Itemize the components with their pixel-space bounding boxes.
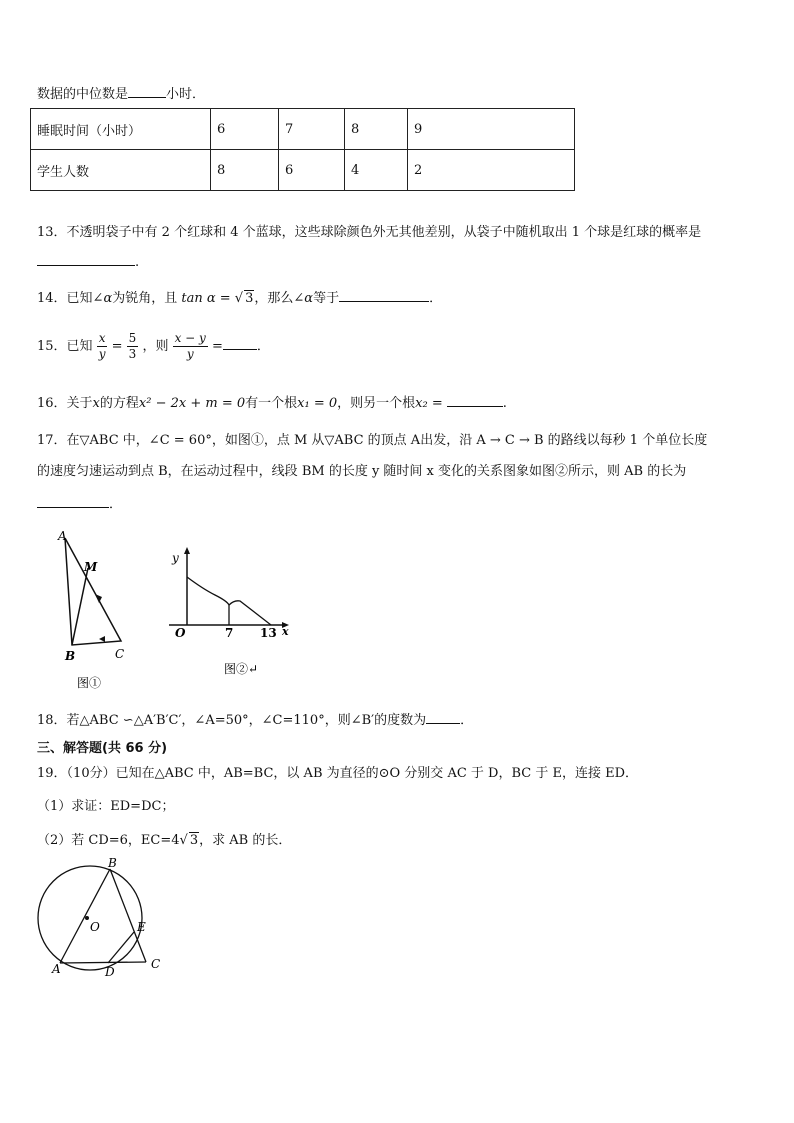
q14-mid: 为锐角，且: [112, 291, 178, 306]
axis-y-label: y: [172, 551, 179, 565]
table-cell: 9: [408, 109, 575, 150]
q16-equation: x² − 2x + m = 0: [138, 396, 246, 411]
question-17-answer: ．: [37, 493, 122, 512]
q13-tail: .: [135, 255, 140, 270]
origin-label: O: [175, 626, 186, 640]
tick-13-label: 13: [260, 626, 277, 640]
label-A: A: [52, 962, 61, 976]
axis-x-label: x: [282, 625, 289, 638]
table-cell: 8: [211, 150, 279, 191]
table-row: [31, 109, 575, 150]
question-16: 16．关于x的方程x² − 2x + m = 0有一个根x₁ = 0，则另一个根x₂ = .: [37, 396, 507, 411]
label-E: E: [137, 920, 146, 934]
table-cell: 8: [345, 109, 408, 150]
figure-1-caption: 图①: [77, 676, 102, 690]
tick-7-label: 7: [225, 626, 234, 640]
fraction-x-minus-y-over-y: $\frac{x - y}{y}$: [174, 331, 206, 361]
q14-angle: ∠α: [92, 291, 113, 306]
figure-3-circle: [30, 855, 170, 983]
label-O: O: [90, 920, 100, 934]
question-17-line1: 17．在▽ABC 中，∠C = 60°，如图①，点 M 从▽ABC 的顶点 A出发，沿 A → C → B 的路线以每秒 1 个单位长度: [37, 433, 708, 448]
table-cell: 2: [408, 150, 575, 191]
question-19: 19．（10分）已知在△ABC 中，AB=BC，以 AB 为直径的⊙O 分别交 AC 于 D，BC 于 E，连接 ED．: [37, 766, 639, 781]
q14-sqrt: 3: [245, 291, 254, 306]
fraction-5-over-3: $\frac{5}{3}$: [128, 331, 137, 361]
question-15: 15．已知 $\frac{x}{y}$ = $\frac{5}{3}$ ，则 $\frac{x - y}{y}$ = ．: [37, 331, 270, 361]
table-cell: 睡眠时间（小时）: [31, 109, 211, 150]
question-14: 14．已知∠α为锐角，且 tan α = √ 3，那么∠α等于 ．: [37, 291, 443, 306]
q15-prefix: 15．已知: [37, 339, 93, 354]
figure-1-triangle: [55, 528, 135, 693]
q14-angle2: ∠α: [293, 291, 314, 306]
q14-tan: tan α =: [181, 291, 235, 306]
figure-2-caption: 图②↵: [224, 662, 259, 676]
label-M: M: [84, 560, 98, 574]
answer-blank: [128, 85, 166, 98]
question-13-answer: [37, 253, 139, 270]
question-13: [37, 221, 701, 240]
answer-blank: [37, 495, 109, 508]
table-cell: 4: [345, 150, 408, 191]
label-C: C: [151, 957, 161, 971]
section-heading: 三、解答题(共 66 分): [37, 741, 168, 756]
figure-2-graph: [165, 545, 300, 680]
question-18: 18．若△ABC ∽△A′B′C′，∠A=50°，∠C=110°，则∠B′的度数为 ．: [37, 713, 474, 728]
question-19-part-1: （1）求证：ED=DC；: [37, 799, 175, 814]
intro-tail: 小时．: [166, 87, 206, 102]
q14-prefix: 14．已知: [37, 291, 93, 306]
q15-tail: ．: [256, 339, 270, 354]
question-19-part-2: （2）若 CD=6，EC=4√ 3，求 AB 的长．: [37, 833, 292, 848]
answer-blank: [447, 394, 503, 407]
q13-text: 13．不透明袋子中有 2 个红球和 4 个蓝球，这些球除颜色外无其他差别，从袋子中随机取出 1 个球是红球的概率是: [37, 225, 702, 240]
intro-text: 数据的中位数是: [37, 87, 129, 102]
q14-after: ，那么: [254, 291, 294, 306]
q15-mid: ，则: [142, 339, 169, 354]
answer-blank: [223, 337, 257, 350]
label-C: C: [115, 647, 125, 661]
table-cell: 学生人数: [31, 150, 211, 191]
label-A: A: [58, 529, 67, 543]
answer-blank: [426, 711, 460, 724]
intro-line: [37, 83, 205, 102]
table-row: [31, 150, 575, 191]
answer-blank: [339, 289, 429, 302]
label-B: B: [108, 856, 117, 870]
question-17-line2: 的速度匀速运动到点 B，在运动过程中，线段 BM 的长度 y 随时间 x 变化的关系图象如图②所示，则 AB 的长为: [37, 464, 687, 479]
table-cell: 6: [279, 150, 345, 191]
fraction-x-over-y: $\frac{x}{y}$: [98, 331, 106, 361]
answer-blank: [37, 253, 135, 266]
sleep-table: [30, 108, 575, 191]
q14-tail: ．: [429, 291, 443, 306]
label-B: B: [65, 649, 76, 663]
table-cell: 6: [211, 109, 279, 150]
table-cell: 7: [279, 109, 345, 150]
q14-end: 等于: [313, 291, 340, 306]
label-D: D: [105, 965, 115, 979]
